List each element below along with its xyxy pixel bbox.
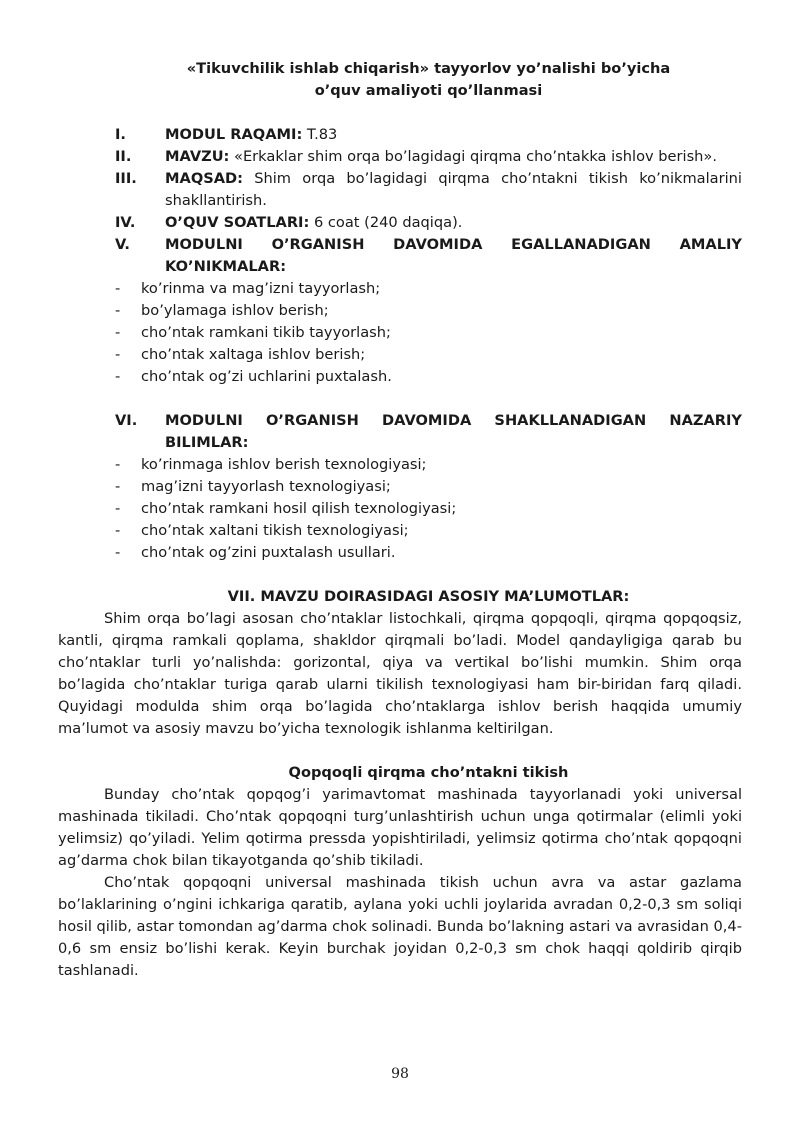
item-number: V. [115, 236, 130, 253]
item-number: IV. [115, 214, 136, 231]
list-item: - ko’rinmaga ishlov berish texnologiyasi; [115, 454, 742, 476]
subsection-heading: Qopqoqli qirqma cho’ntakni tikish [288, 764, 569, 781]
list-item: - cho’ntak xaltaga ishlov berish; [115, 344, 742, 366]
item-number: VI. [115, 412, 138, 429]
list-item: - cho’ntak ramkani tikib tayyorlash; [115, 322, 742, 344]
list-item: - ko’rinma va mag’izni tayyorlash; [115, 278, 742, 300]
spacer [115, 388, 742, 410]
goal-item [115, 168, 742, 212]
dash-marker: - [115, 324, 121, 341]
dash-marker: - [115, 280, 121, 297]
section-paragraph: Shim orqa bo’lagi asosan cho’ntaklar listochkali, qirqma qopqoqli, qirqma qopqoqsiz, kantli, qirqma ramkali qoplama, shakldor qirqmali bo’ladi. Model qandayligiga qarab bu cho’ntaklar turli yo’nalishda: gorizontal, qiya va vertikal bo’lishi mumkin. Shim orqa bo’lagida cho’ntaklar turiga qarab ularni tikilish texnologiyasi ham bir-biridan farq qiladi. Quyidagi modulda shim orqa bo’lagida cho’ntaklarga ishlov berish haqqida umumiy ma’lumot va asosiy mavzu bo’yicha texnologik ishlanma keltirilgan. [58, 610, 742, 737]
item-text: T.83 [302, 126, 338, 143]
subsection-paragraph-1: Bunday cho’ntak qopqog’i yarimavtomat mashinada tayyorlanadi yoki universal mashinada tikiladi. Cho’ntak qopqoqni turg’unlashtirish uchun unga qotirmalar (elimli yoki yelimsiz) qo’yiladi. Yelim qotirma pressda yopishtiriladi, yelimsiz qotirma cho’ntak qopqoqni ag’darma chok bilan tikayotganda qo’shib tikiladi. [58, 786, 742, 869]
skills-list [115, 278, 742, 388]
item-label: O’QUV SOATLARI: [165, 214, 310, 231]
item-label: MODULNI O’RGANISH DAVOMIDA EGALLANADIGAN AMALIY KO’NIKMALAR: [165, 236, 742, 275]
list-item: - cho’ntak ramkani hosil qilish texnologiyasi; [115, 498, 742, 520]
dash-marker: - [115, 544, 121, 561]
item-number: III. [115, 170, 137, 187]
item-label: MODULNI O’RGANISH DAVOMIDA SHAKLLANADIGAN NAZARIY BILIMLAR: [165, 412, 742, 451]
item-label: MODUL RAQAMI: [165, 126, 303, 143]
item-text: Shim orqa bo’lagidagi qirqma cho’ntakni tikish ko’nikmalarini shakllantirish. [165, 170, 742, 209]
module-number-item [115, 124, 742, 146]
list-item: - cho’ntak xaltani tikish texnologiyasi; [115, 520, 742, 542]
theoretical-knowledge-item [115, 410, 742, 454]
item-label: MAVZU: [165, 148, 230, 165]
list-item: - cho’ntak og’zini puxtalash usullari. [115, 542, 742, 564]
dash-marker: - [115, 456, 121, 473]
dash-marker: - [115, 368, 121, 385]
dash-marker: - [115, 478, 121, 495]
item-text: «Erkaklar shim orqa bo’lagidagi qirqma cho’ntakka ishlov berish». [229, 148, 717, 165]
item-number: II. [115, 148, 132, 165]
document-title [115, 58, 742, 102]
topic-item [115, 146, 742, 168]
dash-marker: - [115, 522, 121, 539]
list-item: - bo’ylamaga ishlov berish; [115, 300, 742, 322]
practical-skills-item [115, 234, 742, 278]
list-item: - cho’ntak og’zi uchlarini puxtalash. [115, 366, 742, 388]
item-number: I. [115, 126, 126, 143]
page-number: 98 [391, 1066, 409, 1082]
subsection-paragraph-2: Cho’ntak qopqoqni universal mashinada tikish uchun avra va astar gazlama bo’laklarining o’ngini ichkariga qaratib, aylana yoki uchli joylarida avradan 0,2-0,3 sm soliqi hosil qilib, astar tomondan ag’darma chok solinadi. Bunda bo’lakning astari va avrasidan 0,4-0,6 sm ensiz bo’lishi kerak. Keyin burchak joyidan 0,2-0,3 sm chok haqqi qoldirib qirqib tashlanadi. [58, 874, 742, 979]
dash-marker: - [115, 500, 121, 517]
item-label: MAQSAD: [165, 170, 243, 187]
dash-marker: - [115, 346, 121, 363]
list-item: - mag’izni tayyorlash texnologiyasi; [115, 476, 742, 498]
module-info-list [115, 124, 742, 278]
dash-marker: - [115, 302, 121, 319]
section-heading: VII. MAVZU DOIRASIDAGI ASOSIY MA’LUMOTLAR: [227, 588, 630, 605]
knowledge-list [115, 454, 742, 564]
title-line-2: o’quv amaliyoti qo’llanmasi [314, 82, 543, 99]
title-line-1: «Tikuvchilik ishlab chiqarish» tayyorlov yo’nalishi bo’yicha [186, 60, 671, 77]
study-hours-item [115, 212, 742, 234]
item-text: 6 coat (240 daqiqa). [309, 214, 463, 231]
